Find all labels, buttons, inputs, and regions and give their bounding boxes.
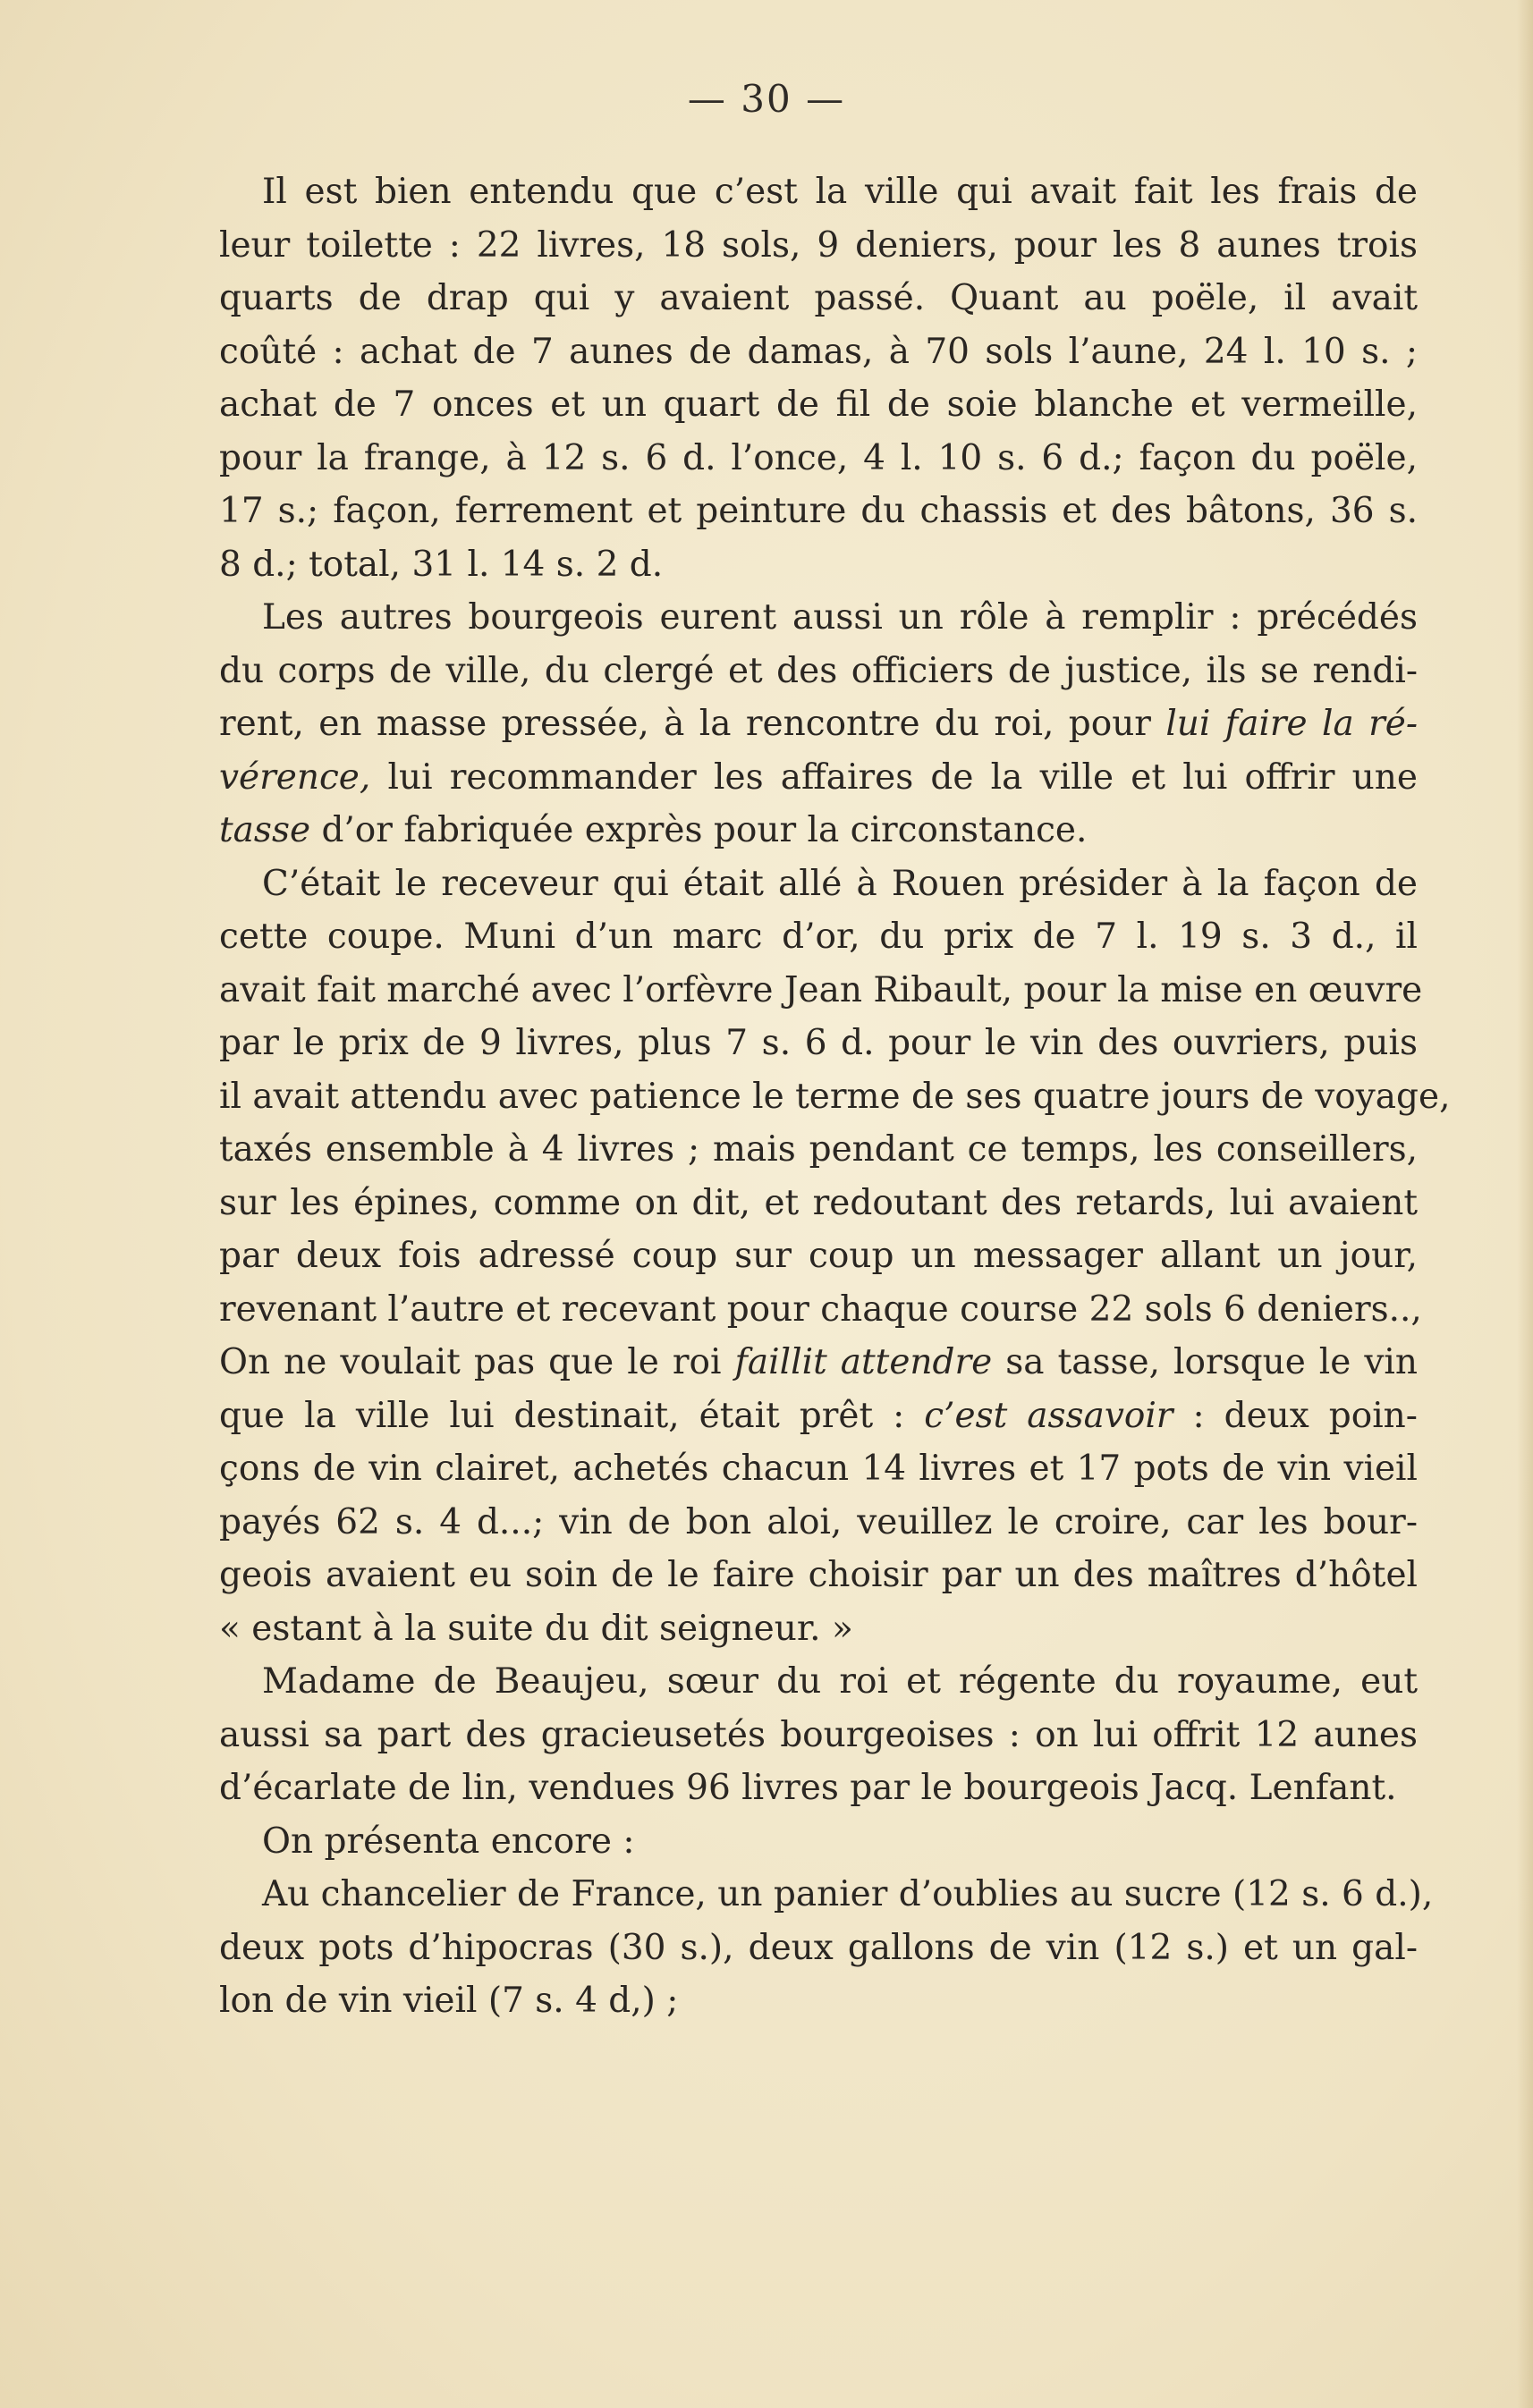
italic-text: c’est assavoir [924, 1395, 1173, 1436]
line-text-tail: : deux poin- [1173, 1395, 1418, 1436]
text-line [219, 378, 1418, 432]
body-text [219, 165, 1451, 2028]
line-text: du corps de ville, du clergé et des officiers de justice, ils se rendi- [219, 650, 1418, 691]
text-line [219, 697, 1418, 751]
line-text: il avait attendu avec patience le terme de ses quatre jours de voyage, [219, 1076, 1451, 1117]
line-text: taxés ensemble à 4 livres ; mais pendant ce temps, les conseillers, [219, 1129, 1418, 1170]
line-text: Il est bien entendu que c’est la ville qui avait fait les frais de [262, 172, 1418, 212]
line-text: On présenta encore : [262, 1821, 635, 1862]
text-line [219, 910, 1418, 964]
line-text: rent, en masse pressée, à la rencontre du roi, pour [219, 704, 1166, 744]
text-line [219, 1709, 1418, 1762]
line-text: Les autres bourgeois eurent aussi un rôle à remplir : précédés [262, 597, 1418, 638]
text-line [219, 165, 1418, 219]
line-text: C’était le receveur qui était allé à Rouen présider à la façon de [262, 863, 1418, 904]
line-text: que la ville lui destinait, était prêt : [219, 1395, 925, 1436]
text-line [219, 1177, 1418, 1230]
text-line [219, 1922, 1418, 1975]
line-text: d’or fabriquée exprès pour la circonstance. [310, 810, 1088, 850]
page-number: — 30 — [687, 77, 846, 121]
italic-text: lui faire la ré- [1165, 704, 1418, 744]
line-text: cette coupe. Muni d’un marc d’or, du prix de 7 l. 19 s. 3 d., il [219, 917, 1418, 957]
text-line [219, 1549, 1418, 1602]
text-line [219, 219, 1418, 273]
line-text: achat de 7 onces et un quart de fil de soie blanche et vermeille, [219, 384, 1418, 425]
line-text: par le prix de 9 livres, plus 7 s. 6 d. pour le vin des ouvriers, puis [219, 1023, 1418, 1063]
text-line [219, 964, 1423, 1018]
line-text: avait fait marché avec l’orfèvre Jean Ribault, pour la mise en œuvre [219, 969, 1423, 1010]
text-line [219, 591, 1418, 645]
line-text-tail: sa tasse, lorsque le vin [992, 1342, 1418, 1382]
line-text: « estant à la suite du dit seigneur. » [219, 1608, 853, 1649]
text-line [219, 858, 1418, 911]
line-text: 17 s.; façon, ferrement et peinture du chassis et des bâtons, 36 s. [219, 491, 1418, 531]
text-line [219, 1762, 1418, 1815]
line-text: pour la frange, à 12 s. 6 d. l’once, 4 l. 10 s. 6 d.; façon du poële, [219, 437, 1418, 478]
line-text: lon de vin vieil (7 s. 4 d,) ; [219, 1981, 679, 2021]
text-line [219, 538, 1418, 592]
text-line [219, 1974, 1418, 2028]
line-text: coûté : achat de 7 aunes de damas, à 70 sols l’aune, 24 l. 10 s. ; [219, 331, 1418, 372]
line-text: On ne voulait pas que le roi [219, 1342, 735, 1382]
text-line [219, 1336, 1418, 1390]
italic-text: faillit attendre [734, 1342, 993, 1382]
text-line [219, 1442, 1418, 1496]
text-line [219, 804, 1418, 858]
line-text: deux pots d’hipocras (30 s.), deux gallons de vin (12 s.) et un gal- [219, 1927, 1418, 1968]
text-line [219, 1017, 1418, 1070]
line-text: d’écarlate de lin, vendues 96 livres par le bourgeois Jacq. Lenfant. [219, 1768, 1397, 1808]
text-line [219, 1496, 1418, 1550]
line-text: Madame de Beaujeu, sœur du roi et régente du royaume, eut [262, 1661, 1418, 1702]
text-line [219, 432, 1418, 486]
text-line [219, 1602, 1418, 1656]
line-text: payés 62 s. 4 d...; vin de bon aloi, veuillez le croire, car les bour- [219, 1501, 1418, 1542]
page-edge-shadow [1517, 0, 1533, 2408]
line-text: quarts de drap qui y avaient passé. Quant au poële, il avait [219, 278, 1418, 318]
line-text: par deux fois adressé coup sur coup un messager allant un jour, [219, 1236, 1418, 1276]
text-line [219, 1283, 1422, 1337]
italic-text: tasse [219, 810, 311, 850]
text-line [219, 325, 1418, 379]
text-line [219, 1070, 1451, 1124]
line-text: aussi sa part des gracieusetés bourgeoises : on lui offrit 12 aunes [219, 1714, 1418, 1755]
text-line [219, 1229, 1418, 1283]
text-line [219, 751, 1418, 805]
text-line [219, 1655, 1418, 1709]
italic-text: vérence, [219, 756, 371, 798]
text-line [219, 645, 1418, 698]
line-text: 8 d.; total, 31 l. 14 s. 2 d. [219, 544, 664, 585]
text-line [219, 1868, 1434, 1922]
text-line [219, 485, 1418, 538]
line-text: geois avaient eu soin de le faire choisir par un des maîtres d’hôtel [219, 1555, 1418, 1595]
line-text: Au chancelier de France, un panier d’oublies au sucre (12 s. 6 d.), [262, 1874, 1434, 1914]
text-line [219, 1123, 1418, 1177]
text-line [219, 1815, 1418, 1869]
line-text: lui recommander les affaires de la ville et lui offrir une [370, 756, 1418, 798]
text-line [219, 272, 1418, 325]
line-text: sur les épines, comme on dit, et redoutant des retards, lui avaient [219, 1182, 1418, 1223]
text-line [219, 1390, 1418, 1443]
line-text: revenant l’autre et recevant pour chaque course 22 sols 6 deniers.., [219, 1288, 1422, 1330]
line-text: çons de vin clairet, achetés chacun 14 livres et 17 pots de vin vieil [219, 1449, 1418, 1489]
line-text: leur toilette : 22 livres, 18 sols, 9 deniers, pour les 8 aunes trois [219, 224, 1418, 266]
